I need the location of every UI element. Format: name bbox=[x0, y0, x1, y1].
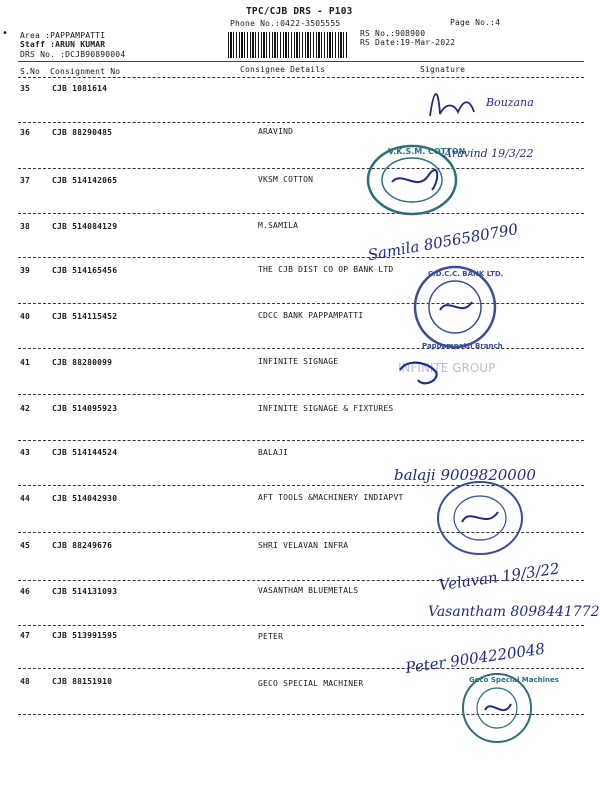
signature-43-text: balaji 9009820000 bbox=[394, 466, 536, 484]
signature-47 bbox=[398, 620, 598, 680]
row-sno: 46 bbox=[20, 587, 31, 596]
phone-number: Phone No.:0422-3505555 bbox=[230, 19, 341, 28]
corner-mark: • bbox=[2, 28, 9, 39]
infinite-group-stamp bbox=[340, 350, 560, 405]
row-sno: 45 bbox=[20, 541, 31, 550]
row-consignee: M.SAMILA bbox=[258, 221, 299, 230]
row-consignee: CDCC BANK PAPPAMPATTI bbox=[258, 311, 364, 320]
row-consignment: CJB 514084129 bbox=[52, 222, 118, 231]
signature-46-text: Vasantham 8098441772 bbox=[428, 604, 600, 620]
signature-38 bbox=[360, 206, 560, 266]
row-consignment: CJB 514095923 bbox=[52, 404, 118, 413]
row-consignee: INFINITE SIGNAGE bbox=[258, 357, 339, 366]
row-sno: 48 bbox=[20, 677, 31, 686]
row-sno: 39 bbox=[20, 266, 31, 275]
row-sno: 44 bbox=[20, 494, 31, 503]
cdcc-stamp-text: C.D.C.C. BANK LTD. bbox=[428, 270, 504, 278]
geco-stamp-text: Geco Special Machines bbox=[469, 676, 559, 684]
row-consignee: ARAVIND bbox=[258, 127, 294, 136]
column-header-sno: S.No bbox=[20, 67, 41, 76]
row-sno: 43 bbox=[20, 448, 31, 457]
row-consignment: CJB 514115452 bbox=[52, 312, 118, 321]
signature-43 bbox=[390, 452, 590, 492]
row-consignee: AFT TOOLS &MACHINERY INDIAPVT bbox=[258, 493, 404, 502]
row-consignment: CJB 514131093 bbox=[52, 587, 118, 596]
cdcc-stamp-branch: Pappampatti Branch bbox=[422, 342, 503, 350]
rs-date: RS Date:19-Mar-2022 bbox=[360, 38, 456, 47]
row-sno: 40 bbox=[20, 312, 31, 321]
row-sno: 37 bbox=[20, 176, 31, 185]
report-title: TPC/CJB DRS - P103 bbox=[246, 6, 353, 17]
row-consignment: CJB 88151910 bbox=[52, 677, 113, 686]
column-header-consignee: Consignee Details bbox=[240, 65, 326, 74]
signature-35 bbox=[420, 78, 570, 128]
row-sno: 42 bbox=[20, 404, 31, 413]
column-header-consignment: Consignment No bbox=[50, 67, 121, 76]
header-divider bbox=[18, 61, 584, 62]
row-consignment: CJB 513991595 bbox=[52, 631, 118, 640]
row-consignment: CJB 88249676 bbox=[52, 541, 113, 550]
page-number: Page No.:4 bbox=[450, 18, 501, 27]
row-consignee: THE CJB DIST CO OP BANK LTD bbox=[258, 265, 394, 274]
geco-special-stamp bbox=[455, 670, 559, 746]
staff-row bbox=[20, 40, 105, 49]
staff-name: ARUN KUMAR bbox=[55, 40, 106, 49]
row-consignment: CJB 514042930 bbox=[52, 494, 118, 503]
row-consignee: BALAJI bbox=[258, 448, 289, 457]
signature-35-text: Bouzana bbox=[486, 96, 534, 109]
row-consignee: INFINITE SIGNAGE & FIXTURES bbox=[258, 404, 394, 413]
column-header-signature: Signature bbox=[420, 65, 466, 74]
signature-36 bbox=[440, 135, 570, 175]
row-consignment: CJB 88280099 bbox=[52, 358, 113, 367]
row-consignment: CJB 1081614 bbox=[52, 84, 108, 93]
row-consignee: VKSM COTTON bbox=[258, 175, 314, 184]
barcode bbox=[228, 32, 348, 58]
rs-number: RS No.:908900 bbox=[360, 29, 426, 38]
drs-number: DRS No. :DCJB90890004 bbox=[20, 50, 126, 59]
row-sno: 36 bbox=[20, 128, 31, 137]
cdcc-bank-stamp bbox=[400, 262, 510, 352]
signature-36-text: Aravind 19/3/22 bbox=[444, 147, 534, 160]
staff-label: Staff : bbox=[20, 40, 56, 49]
signature-45-text: Velavan 19/3/22 bbox=[437, 559, 561, 595]
row-divider bbox=[18, 440, 584, 441]
infinite-stamp-text: INFINITE GROUP bbox=[398, 361, 496, 375]
row-sno: 38 bbox=[20, 222, 31, 231]
area-label: Area :PAPPAMPATTI bbox=[20, 31, 106, 40]
vksm-stamp-text: V.K.S.M. COTTON bbox=[388, 147, 466, 156]
row-sno: 41 bbox=[20, 358, 31, 367]
signature-47-text: Peter 9004220048 bbox=[404, 639, 547, 677]
row-consignee: PETER bbox=[258, 632, 284, 641]
signature-38-text: Samila 8056580790 bbox=[366, 219, 520, 265]
row-consignee: SHRI VELAVAN INFRA bbox=[258, 541, 349, 550]
row-consignee: VASANTHAM BLUEMETALS bbox=[258, 586, 359, 595]
row-sno: 47 bbox=[20, 631, 31, 640]
row-consignment: CJB 514144524 bbox=[52, 448, 118, 457]
row-consignment: CJB 514142065 bbox=[52, 176, 118, 185]
row-sno: 35 bbox=[20, 84, 31, 93]
row-consignment: CJB 88290485 bbox=[52, 128, 113, 137]
row-consignee: GECO SPECIAL MACHINER bbox=[258, 679, 364, 688]
row-consignment: CJB 514165456 bbox=[52, 266, 118, 275]
